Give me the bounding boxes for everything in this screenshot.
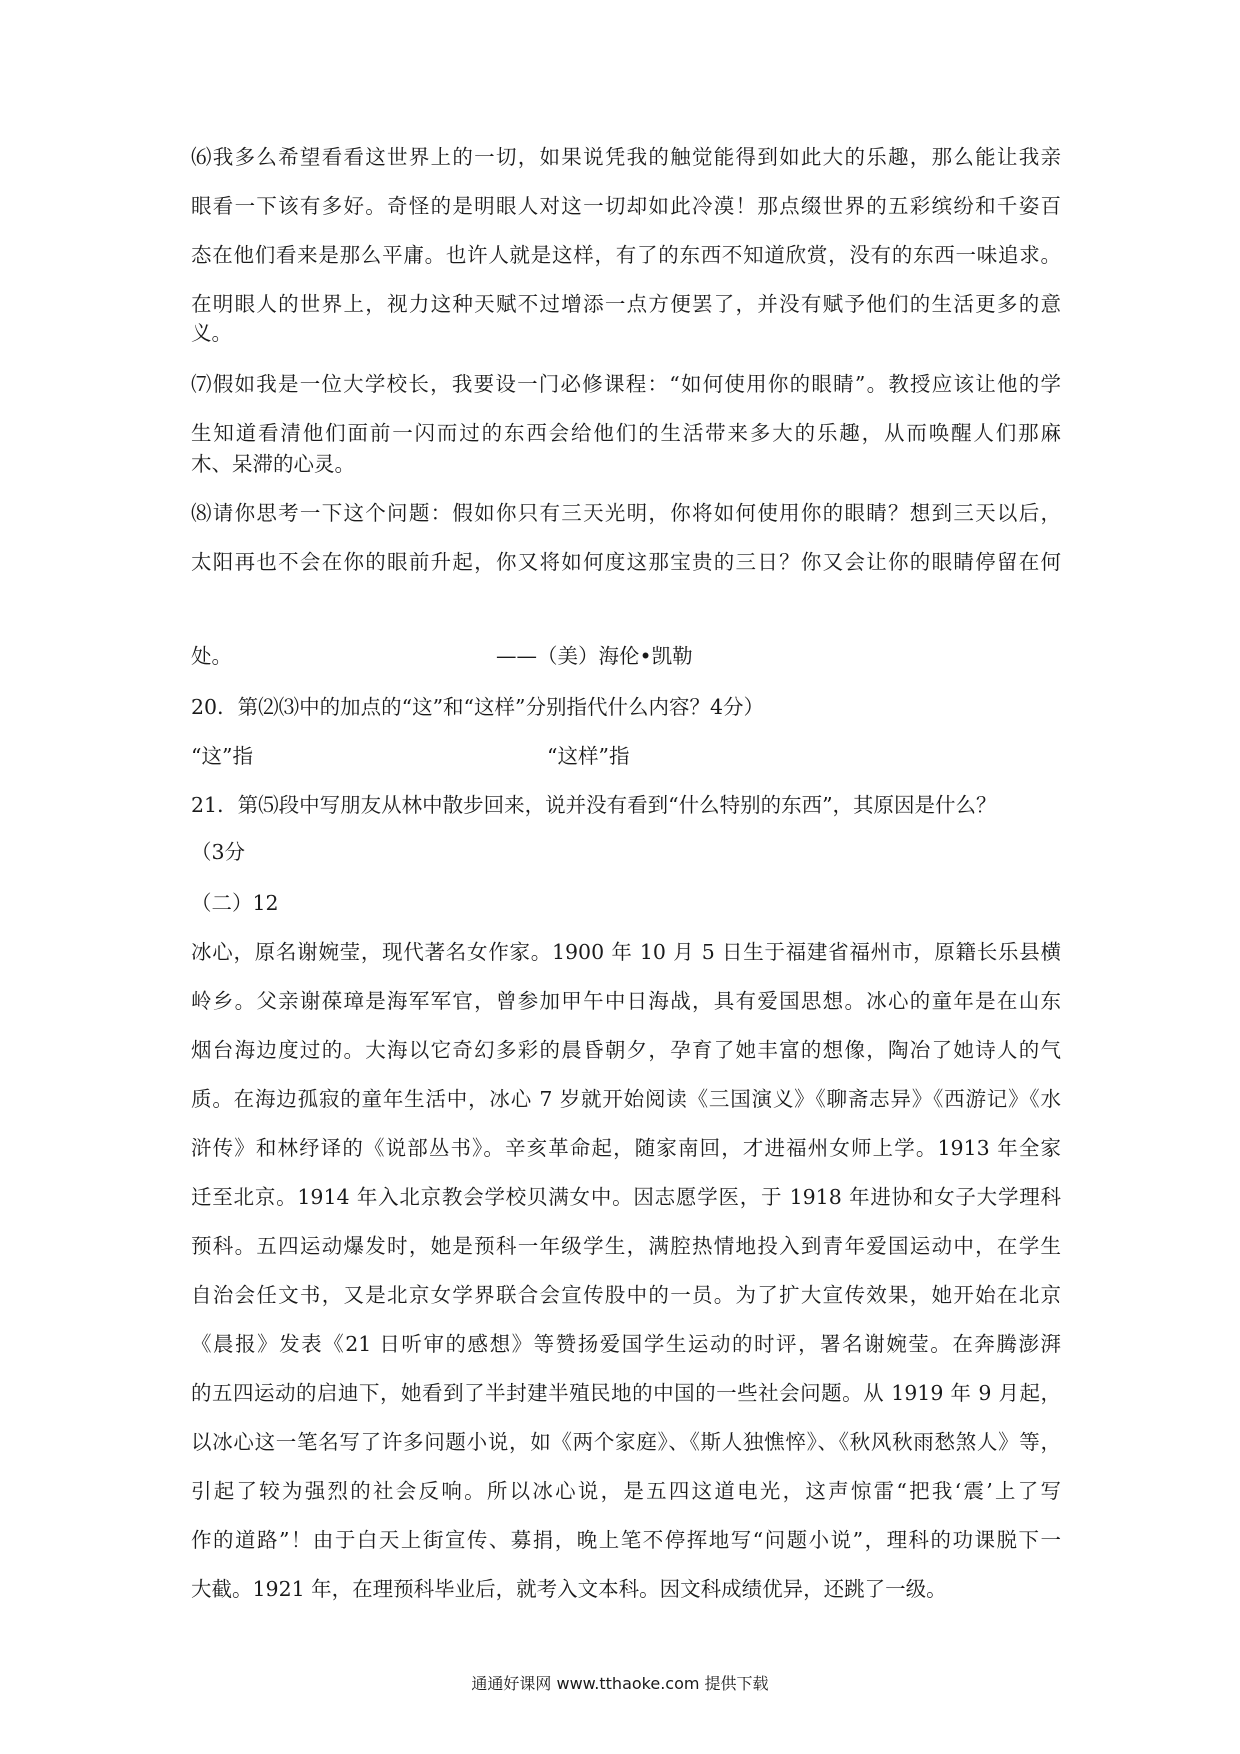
passage-line: 义。: [191, 321, 232, 345]
section-line: 的五四运动的启迪下，她看到了半封建半殖民地的中国的一些社会问题。从 1919 年 9 月起，: [191, 1381, 1061, 1405]
section-line: 以冰心这一笔名写了许多问题小说，如《两个家庭》、《斯人独憔悴》、《秋风秋雨愁煞人》等，: [191, 1430, 1061, 1454]
section-line: 预科。五四运动爆发时，她是预科一年级学生，满腔热情地投入到青年爱国运动中，在学生: [191, 1234, 1061, 1258]
passage-line: 太阳再也不会在你的眼前升起，你又将如何度这那宝贵的三日？你又会让你的眼睛停留在何: [191, 550, 1061, 574]
section-line: 作的道路”！由于白天上街宣传、募捐，晚上笔不停挥地写“问题小说”，理科的功课脱下一: [191, 1528, 1061, 1552]
passage-line: 态在他们看来是那么平庸。也许人就是这样，有了的东西不知道欣赏，没有的东西一味追求。: [191, 243, 1061, 267]
question-20-answer-so: “这样”指: [547, 744, 630, 768]
passage-line: 在明眼人的世界上，视力这种天赋不过增添一点方便罢了，并没有赋予他们的生活更多的意: [191, 292, 1061, 316]
section-line: 大截。1921 年，在理预科毕业后，就考入文本科。因文科成绩优异，还跳了一级。: [191, 1577, 947, 1601]
section-line: 岭乡。父亲谢葆璋是海军军官，曾参加甲午中日海战，具有爱国思想。冰心的童年是在山东: [191, 989, 1061, 1013]
question-20-answer-this: “这”指: [191, 744, 253, 768]
passage-line: 处。: [191, 644, 232, 668]
section-line: 引起了较为强烈的社会反响。所以冰心说，是五四这道电光，这声惊雷“把我‘震’上了写: [191, 1479, 1061, 1503]
section-line: 质。在海边孤寂的童年生活中，冰心 7 岁就开始阅读《三国演义》《聊斋志异》《西游记》《水: [191, 1087, 1061, 1111]
passage-line: 眼看一下该有多好。奇怪的是明眼人对这一切却如此冷漠！那点缀世界的五彩缤纷和千姿百: [191, 194, 1061, 218]
passage-line: ⑻请你思考一下这个问题：假如你只有三天光明，你将如何使用你的眼睛？想到三天以后，: [191, 501, 1061, 525]
question-20: 20．第⑵⑶中的加点的“这”和“这样”分别指代什么内容？4分）: [191, 695, 765, 719]
section-line: 迁至北京。1914 年入北京教会学校贝满女中。因志愿学医，于 1918 年进协和女子大学理科: [191, 1185, 1061, 1209]
section-line: 冰心，原名谢婉莹，现代著名女作家。1900 年 10 月 5 日生于福建省福州市，原籍长乐县横: [191, 940, 1061, 964]
passage-line: 木、呆滞的心灵。: [191, 452, 355, 476]
passage-line: ⑺假如我是一位大学校长，我要设一门必修课程：“如何使用你的眼睛”。教授应该让他的学: [191, 372, 1061, 396]
passage-author: ——（美）海伦•凯勒: [496, 644, 693, 668]
passage-line: ⑹我多么希望看看这世界上的一切，如果说凭我的触觉能得到如此大的乐趣，那么能让我亲: [191, 145, 1061, 169]
section-heading: （二）12: [191, 891, 279, 915]
page-footer: 通通好课网 www.tthaoke.com 提供下载: [471, 1674, 769, 1693]
question-21: 21．第⑸段中写朋友从林中散步回来，说并没有看到“什么特别的东西”，其原因是什么？: [191, 793, 997, 817]
question-21-score: （3分: [191, 840, 246, 864]
section-line: 烟台海边度过的。大海以它奇幻多彩的晨昏朝夕，孕育了她丰富的想像，陶冶了她诗人的气: [191, 1038, 1061, 1062]
passage-line: 生知道看清他们面前一闪而过的东西会给他们的生活带来多大的乐趣，从而唤醒人们那麻: [191, 421, 1061, 445]
section-line: 《晨报》发表《21 日听审的感想》等赞扬爱国学生运动的时评，署名谢婉莹。在奔腾澎湃: [191, 1332, 1061, 1356]
section-line: 浒传》和林纾译的《说部丛书》。辛亥革命起，随家南回，才进福州女师上学。1913 年全家: [191, 1136, 1061, 1160]
section-line: 自治会任文书，又是北京女学界联合会宣传股中的一员。为了扩大宣传效果，她开始在北京: [191, 1283, 1061, 1307]
